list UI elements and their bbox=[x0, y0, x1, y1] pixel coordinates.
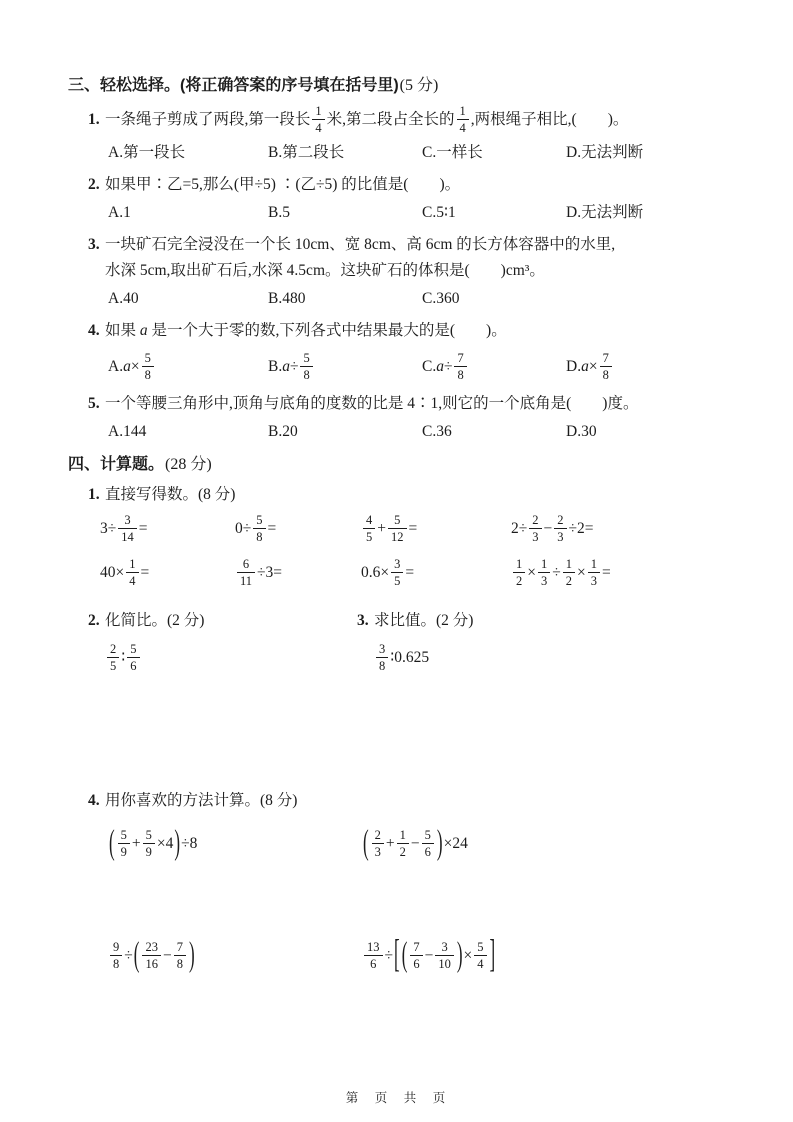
fraction: $\frac{1}{3}$ bbox=[538, 557, 550, 588]
question-5 bbox=[68, 391, 753, 444]
ratio-expr: $\frac{3}{8}$ ∶0.625 bbox=[374, 641, 753, 675]
sub-label: 化简比。(2 分) bbox=[105, 612, 205, 629]
calc-expr: $\frac{9}{8}$ ÷( $\frac{23}{16}$ − $\frac{7}{8}$ ) bbox=[108, 941, 362, 972]
question-number: 2. bbox=[88, 176, 100, 193]
fraction: $\frac{3}{10}$ bbox=[435, 940, 454, 971]
options-row bbox=[108, 201, 753, 225]
option-a: A.1 bbox=[108, 204, 131, 221]
fraction: $\frac{2}{5}$ bbox=[107, 642, 119, 673]
fraction: $\frac{2}{3}$ bbox=[529, 513, 541, 544]
fraction: $\frac{5}{8}$ bbox=[300, 351, 312, 382]
section-4-score: (28 分) bbox=[165, 456, 212, 473]
options-row bbox=[108, 350, 753, 384]
fraction: $\frac{7}{8}$ bbox=[454, 351, 466, 382]
calc-expr: 0÷ $\frac{5}{8}$ = bbox=[235, 512, 277, 544]
calc-sub2 bbox=[68, 609, 357, 675]
big-bracket: [ bbox=[394, 932, 400, 976]
fraction: $\frac{1}{4}$ bbox=[126, 557, 138, 588]
option-c: C.36 bbox=[422, 423, 452, 440]
question-number: 1. bbox=[88, 111, 100, 128]
option-d: D.30 bbox=[566, 423, 597, 440]
big-paren: ( bbox=[401, 934, 408, 974]
fraction: $\frac{23}{16}$ bbox=[142, 940, 161, 971]
fraction: $\frac{1}{4}$ bbox=[312, 104, 324, 135]
sub-number: 1. bbox=[88, 486, 100, 503]
calc-expr: 3÷ $\frac{3}{14}$ = bbox=[100, 512, 148, 544]
calc-expr: $\frac{1}{2}$ × $\frac{1}{3}$ ÷ $\frac{1}{2}$ × $\frac{1}{3}$ = bbox=[511, 558, 753, 589]
big-paren: ) bbox=[456, 934, 463, 974]
calc-expr: $\frac{4}{5}$ + $\frac{5}{12}$ = bbox=[361, 514, 511, 545]
fraction: $\frac{5}{6}$ bbox=[127, 642, 139, 673]
question-4 bbox=[68, 318, 753, 384]
big-bracket: ] bbox=[489, 932, 496, 976]
question-number: 3. bbox=[88, 236, 100, 253]
option-a: A.144 bbox=[108, 423, 147, 440]
fraction: $\frac{4}{5}$ bbox=[363, 513, 375, 544]
calc-row-1 bbox=[100, 507, 753, 551]
calc-sub3 bbox=[357, 609, 753, 675]
fraction: $\frac{3}{5}$ bbox=[391, 557, 403, 588]
question-text: 一个等腰三角形中,顶角与底角的度数的比是 4∶1,则它的一个底角是( )度。 bbox=[105, 395, 639, 412]
sub-number: 3. bbox=[357, 612, 369, 629]
section-3-title: 三、轻松选择。(将正确答案的序号填在括号里) bbox=[68, 77, 399, 94]
question-number: 5. bbox=[88, 395, 100, 412]
fraction: $\frac{1}{2}$ bbox=[563, 557, 575, 588]
option-b: B.480 bbox=[268, 290, 306, 307]
option-a: A.a× $\frac{5}{8}$ bbox=[108, 350, 268, 384]
section-3-score: (5 分) bbox=[399, 77, 439, 94]
question-number: 4. bbox=[88, 322, 100, 339]
question-text: 一条绳子剪成了两段,第一段长 $\frac{1}{4}$ 米,第二段占全长的 $\frac{1}{4}$ ,两根绳子相比,( )。 bbox=[105, 103, 629, 135]
page-footer: 第 页 共 页 bbox=[345, 1091, 448, 1105]
fraction: $\frac{7}{8}$ bbox=[174, 940, 186, 971]
calc-expr: 2÷ $\frac{2}{3}$ − $\frac{2}{3}$ ÷2= bbox=[511, 512, 594, 544]
big-paren: ( bbox=[363, 822, 369, 862]
ratio-expr: $\frac{2}{5}$ ∶ $\frac{5}{6}$ bbox=[105, 641, 357, 675]
fraction: $\frac{9}{8}$ bbox=[110, 940, 122, 971]
calc-expr: 0.6× $\frac{3}{5}$ = bbox=[361, 556, 415, 588]
sub-number: 2. bbox=[88, 612, 100, 629]
fraction: $\frac{5}{6}$ bbox=[422, 828, 434, 859]
question-2 bbox=[68, 172, 753, 225]
calc-expr: ( $\frac{5}{9}$ + $\frac{5}{9}$ ×4)÷8 bbox=[108, 829, 362, 860]
sub-label: 用你喜欢的方法计算。(8 分) bbox=[105, 792, 298, 809]
fraction: $\frac{5}{12}$ bbox=[388, 513, 407, 544]
question-text-line2: 水深 5cm,取出矿石后,水深 4.5cm。这块矿石的体积是( )cm³。 bbox=[105, 262, 545, 279]
section-4-title: 四、计算题。 bbox=[68, 456, 165, 473]
sub-number: 4. bbox=[88, 792, 100, 809]
fraction: $\frac{5}{9}$ bbox=[143, 828, 155, 859]
option-b: B.5 bbox=[268, 204, 290, 221]
fraction: $\frac{7}{8}$ bbox=[600, 351, 612, 382]
option-c: C.a÷ $\frac{7}{8}$ bbox=[422, 350, 566, 384]
fraction: $\frac{3}{14}$ bbox=[118, 513, 137, 544]
fraction: $\frac{6}{11}$ bbox=[237, 557, 255, 588]
sub-label: 求比值。(2 分) bbox=[374, 612, 474, 629]
options-row bbox=[108, 287, 753, 311]
question-text: 如果 a 是一个大于零的数,下列各式中结果最大的是( )。 bbox=[105, 322, 507, 339]
section-4-heading bbox=[68, 454, 753, 476]
option-d: D.a× $\frac{7}{8}$ bbox=[566, 350, 753, 384]
option-c: C.5∶1 bbox=[422, 204, 456, 221]
sub-label: 直接写得数。(8 分) bbox=[105, 486, 236, 503]
fraction: $\frac{13}{6}$ bbox=[364, 940, 383, 971]
fraction: $\frac{7}{6}$ bbox=[410, 940, 422, 971]
big-paren: ) bbox=[174, 822, 181, 862]
section-3-heading bbox=[68, 75, 753, 97]
calc-expr: 40× $\frac{1}{4}$ = bbox=[100, 556, 150, 588]
question-text-line1: 一块矿石完全浸没在一个长 10cm、宽 8cm、高 6cm 的长方体容器中的水里, bbox=[105, 236, 616, 253]
fraction: $\frac{2}{3}$ bbox=[372, 828, 384, 859]
fraction: $\frac{1}{3}$ bbox=[588, 557, 600, 588]
big-paren: ( bbox=[133, 934, 140, 974]
calc-expr: $\frac{13}{6}$ ÷[ ( $\frac{7}{6}$ − $\frac{3}{10}$ )× $\frac{5}{4}$ ] bbox=[362, 941, 753, 972]
option-b: B.a÷ $\frac{5}{8}$ bbox=[268, 350, 422, 384]
calc-expr: $\frac{6}{11}$ ÷3= bbox=[235, 558, 361, 589]
big-paren: ( bbox=[109, 822, 115, 862]
question-3 bbox=[68, 232, 753, 311]
option-c: C.一样长 bbox=[422, 144, 483, 161]
fraction: $\frac{5}{8}$ bbox=[253, 513, 265, 544]
option-b: B.第二段长 bbox=[268, 144, 345, 161]
option-a: A.40 bbox=[108, 290, 139, 307]
options-row bbox=[108, 141, 753, 165]
option-a: A.第一段长 bbox=[108, 144, 186, 161]
options-row bbox=[108, 420, 753, 444]
big-paren: ) bbox=[436, 822, 443, 862]
fraction: $\frac{5}{8}$ bbox=[142, 351, 154, 382]
option-c: C.360 bbox=[422, 290, 460, 307]
fraction: $\frac{5}{9}$ bbox=[118, 828, 130, 859]
fraction: $\frac{5}{4}$ bbox=[474, 940, 486, 971]
question-text: 如果甲∶乙=5,那么(甲÷5) ∶(乙÷5) 的比值是( )。 bbox=[105, 176, 461, 193]
calc-row-3 bbox=[108, 821, 753, 867]
calc-sub1 bbox=[68, 483, 753, 595]
option-b: B.20 bbox=[268, 423, 298, 440]
question-1 bbox=[68, 102, 753, 165]
option-d: D.无法判断 bbox=[566, 204, 644, 221]
big-paren: ) bbox=[188, 934, 195, 974]
calc-row-4 bbox=[108, 933, 753, 979]
calc-sub4 bbox=[68, 789, 753, 979]
option-d: D.无法判断 bbox=[566, 144, 644, 161]
fraction: $\frac{1}{2}$ bbox=[397, 828, 409, 859]
fraction: $\frac{3}{8}$ bbox=[376, 642, 388, 673]
calc-expr: ( $\frac{2}{3}$ + $\frac{1}{2}$ − $\frac{5}{6}$ )×24 bbox=[362, 829, 753, 860]
fraction: $\frac{2}{3}$ bbox=[554, 513, 566, 544]
calc-row-2 bbox=[100, 551, 753, 595]
fraction: $\frac{1}{4}$ bbox=[457, 104, 469, 135]
calc-sub2-sub3 bbox=[68, 609, 753, 675]
fraction: $\frac{1}{2}$ bbox=[513, 557, 525, 588]
